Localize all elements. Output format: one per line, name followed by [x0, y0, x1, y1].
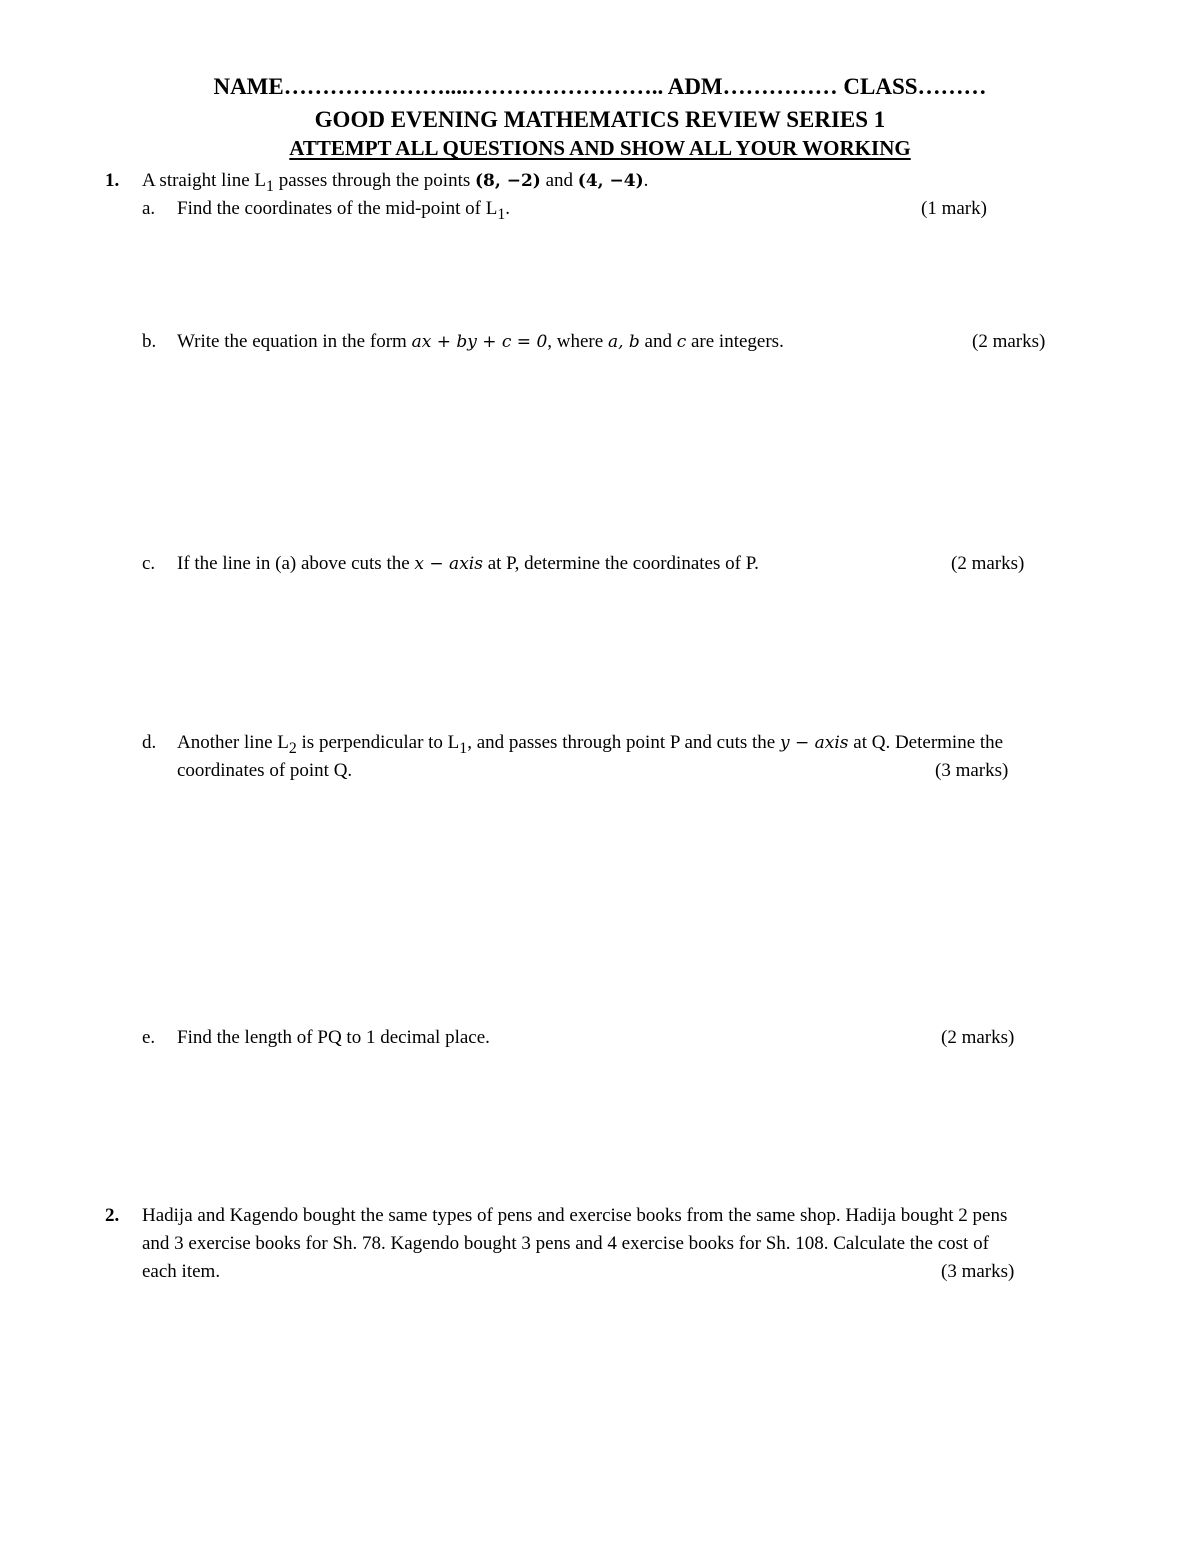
- question-1-number: 1.: [105, 170, 120, 191]
- part-text: Another line L: [177, 732, 289, 753]
- part-text: Write the equation in the form: [177, 331, 412, 352]
- question-2-marks: (3 marks): [941, 1261, 1015, 1282]
- part-text: , and passes through point P and cuts the: [467, 732, 780, 753]
- part-text: at Q. Determine the: [848, 732, 1004, 753]
- part-text: .: [505, 198, 510, 219]
- part-c-text: [177, 550, 759, 578]
- part-e-letter: e.: [142, 1027, 156, 1048]
- stem-text: passes through the points: [273, 170, 476, 191]
- subscript: 1: [266, 177, 274, 195]
- stem-text: .: [643, 170, 649, 191]
- part-b-marks: (2 marks): [972, 331, 1046, 352]
- part-text: are integers.: [686, 331, 784, 352]
- part-a-text: [177, 195, 510, 229]
- part-a-letter: a.: [142, 198, 156, 219]
- question-2-line-1: Hadija and Kagendo bought the same types of pens and exercise books from the same shop. Hadija bought 2 pens: [142, 1205, 1008, 1226]
- part-e-text: Find the length of PQ to 1 decimal place.: [177, 1027, 490, 1048]
- y-axis-term: y − axis: [779, 733, 849, 753]
- part-b-text: [177, 328, 784, 356]
- variables-a-b: a, b: [607, 332, 640, 352]
- instruction-line: ATTEMPT ALL QUESTIONS AND SHOW ALL YOUR WORKING: [289, 136, 911, 160]
- subscript: 2: [288, 739, 297, 757]
- part-text: and: [639, 331, 677, 352]
- part-d-text-line2: coordinates of point Q.: [177, 760, 353, 781]
- part-c-marks: (2 marks): [951, 553, 1025, 574]
- part-text: at P, determine the coordinates of P.: [482, 553, 759, 574]
- paper-title: GOOD EVENING MATHEMATICS REVIEW SERIES 1: [314, 107, 886, 132]
- stem-text: A straight line L: [142, 170, 267, 191]
- part-c-letter: c.: [142, 553, 156, 574]
- question-2-line-2: and 3 exercise books for Sh. 78. Kagendo bought 3 pens and 4 exercise books for Sh. 108. Calculate the cost of: [142, 1233, 989, 1254]
- part-d-letter: d.: [142, 732, 157, 753]
- point-2: (4, −4): [577, 171, 644, 191]
- question-2-number: 2.: [105, 1205, 120, 1226]
- student-details-line: NAME…………………....…………………….. ADM…………… CLASS………: [213, 74, 987, 99]
- stem-text: and: [540, 170, 578, 191]
- question-2-line-3: each item.: [142, 1261, 221, 1282]
- part-a-marks: (1 mark): [921, 198, 987, 219]
- part-e-marks: (2 marks): [941, 1027, 1015, 1048]
- part-d-marks: (3 marks): [935, 760, 1009, 781]
- variable-c: c: [676, 332, 687, 352]
- part-text: Find the coordinates of the mid-point of L: [177, 198, 498, 219]
- point-1: (8, −2): [475, 171, 541, 191]
- part-text: If the line in (a) above cuts the: [177, 553, 415, 574]
- subscript: 1: [459, 739, 468, 757]
- subscript: 1: [497, 205, 506, 223]
- part-text: , where: [547, 331, 608, 352]
- x-axis-term: x − axis: [414, 554, 483, 574]
- part-text: is perpendicular to L: [296, 732, 460, 753]
- part-b-letter: b.: [142, 331, 157, 352]
- equation-form: ax + by + c = 0: [411, 332, 548, 352]
